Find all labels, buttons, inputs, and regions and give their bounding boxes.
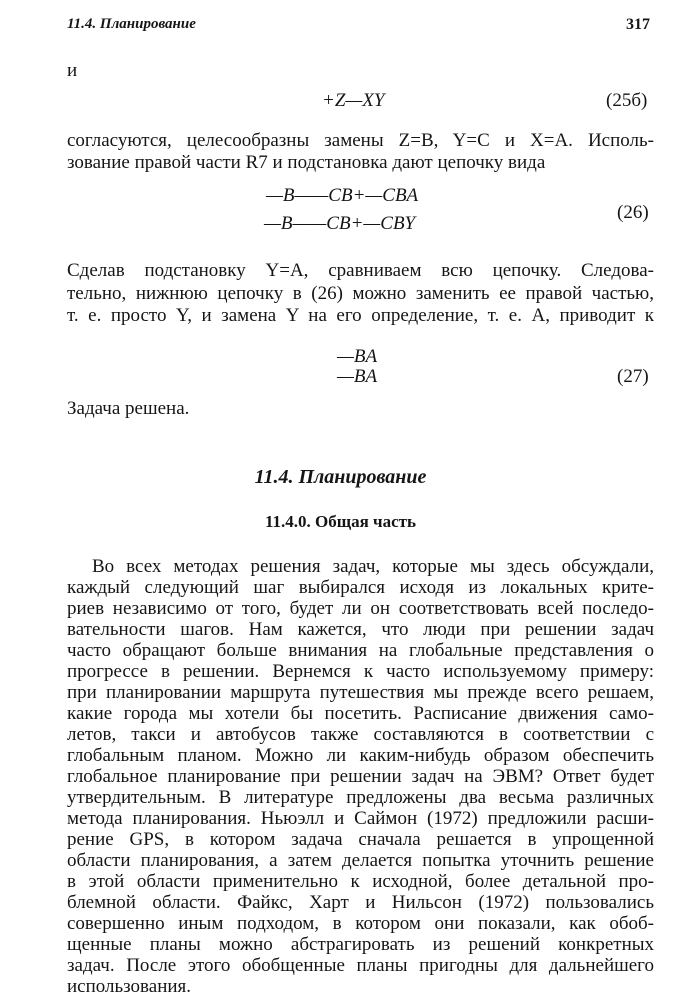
running-header-title: 11.4. Планирование — [67, 16, 196, 32]
paragraph-line: утвердительным. В литературе предложены два весьма различных — [67, 787, 654, 808]
equation-26-line-2: —B——CB+—CBY — [264, 213, 416, 234]
paragraph-line: блемной области. Файкс, Харт и Нильсон (1972) пользовались — [67, 892, 654, 913]
paragraph-line: т. е. просто Y, и замена Y на его определение, т. е. A, приводит к — [67, 305, 654, 326]
paragraph-line: глобальное планирование при решении задач на ЭВМ? Ответ будет — [67, 766, 654, 787]
paragraph-line: рение GPS, в котором задача сначала решается в упрощенной — [67, 829, 654, 850]
paragraph-line: в этой области применительно к исходной, более детальной про- — [67, 871, 654, 892]
equation-27-number: (27) — [617, 366, 649, 387]
page-number: 317 — [626, 16, 650, 33]
paragraph-line: тельно, нижнюю цепочку в (26) можно заменить ее правой частью, — [67, 283, 654, 304]
paragraph-line: совершенно иным подходом, в котором они показали, как обоб- — [67, 913, 654, 934]
paragraph-line: вательности шагов. Нам кажется, что люди при решении задач — [67, 619, 654, 640]
paragraph-line: метода планирования. Ньюэлл и Саймон (1972) предложили расши- — [67, 808, 654, 829]
solved-text: Задача решена. — [67, 398, 190, 419]
equation-25b: +Z—XY — [322, 90, 385, 111]
equation-27-line-2: —BA — [337, 366, 378, 387]
paragraph-line: Сделав подстановку Y=A, сравниваем всю цепочку. Следова- — [67, 260, 654, 281]
equation-25b-number: (25б) — [606, 90, 648, 111]
paragraph-line: глобальным планом. Можно ли каким-нибудь образом обеспечить — [67, 745, 654, 766]
section-title: 11.4. Планирование — [254, 466, 427, 488]
equation-26-number: (26) — [617, 202, 649, 223]
paragraph-line: прогрессе в решении. Вернемся к часто используемому примеру: — [67, 661, 654, 682]
paragraph-line: какие города мы хотели бы посетить. Расписание движения само- — [67, 703, 654, 724]
paragraph-line: при планировании маршрута путешествия мы прежде всего решаем, — [67, 682, 654, 703]
paragraph-line: Во всех методах решения задач, которые мы здесь обсуждали, — [92, 556, 654, 577]
paragraph-line: согласуются, целесообразны замены Z=B, Y=C и X=A. Исполь- — [67, 130, 654, 151]
paragraph-line: летов, такси и автобусов также составляются в соответствии с — [67, 724, 654, 745]
equation-27-line-1: —BA — [337, 346, 378, 367]
paragraph-line: щенные планы можно абстрагировать из решений конкретных — [67, 934, 654, 955]
intro-word: и — [67, 60, 78, 81]
paragraph-line: риев независимо от того, будет ли он соответствовать всей последо- — [67, 598, 654, 619]
paragraph-line: области планирования, а затем делается попытка уточнить решение — [67, 850, 654, 871]
paragraph-line: использования. — [67, 976, 192, 997]
paragraph-line: часто обращают больше внимания на глобальные представления о — [67, 640, 654, 661]
paragraph-line: каждый следующий шаг выбирался исходя из локальных крите- — [67, 577, 654, 598]
paragraph-line: зование правой части R7 и подстановка дают цепочку вида — [67, 152, 546, 173]
equation-26-line-1: —B——CB+—CBA — [266, 185, 419, 206]
subsection-title: 11.4.0. Общая часть — [264, 512, 417, 531]
paragraph-line: задач. После этого обобщенные планы пригодны для дальнейшего — [67, 955, 654, 976]
